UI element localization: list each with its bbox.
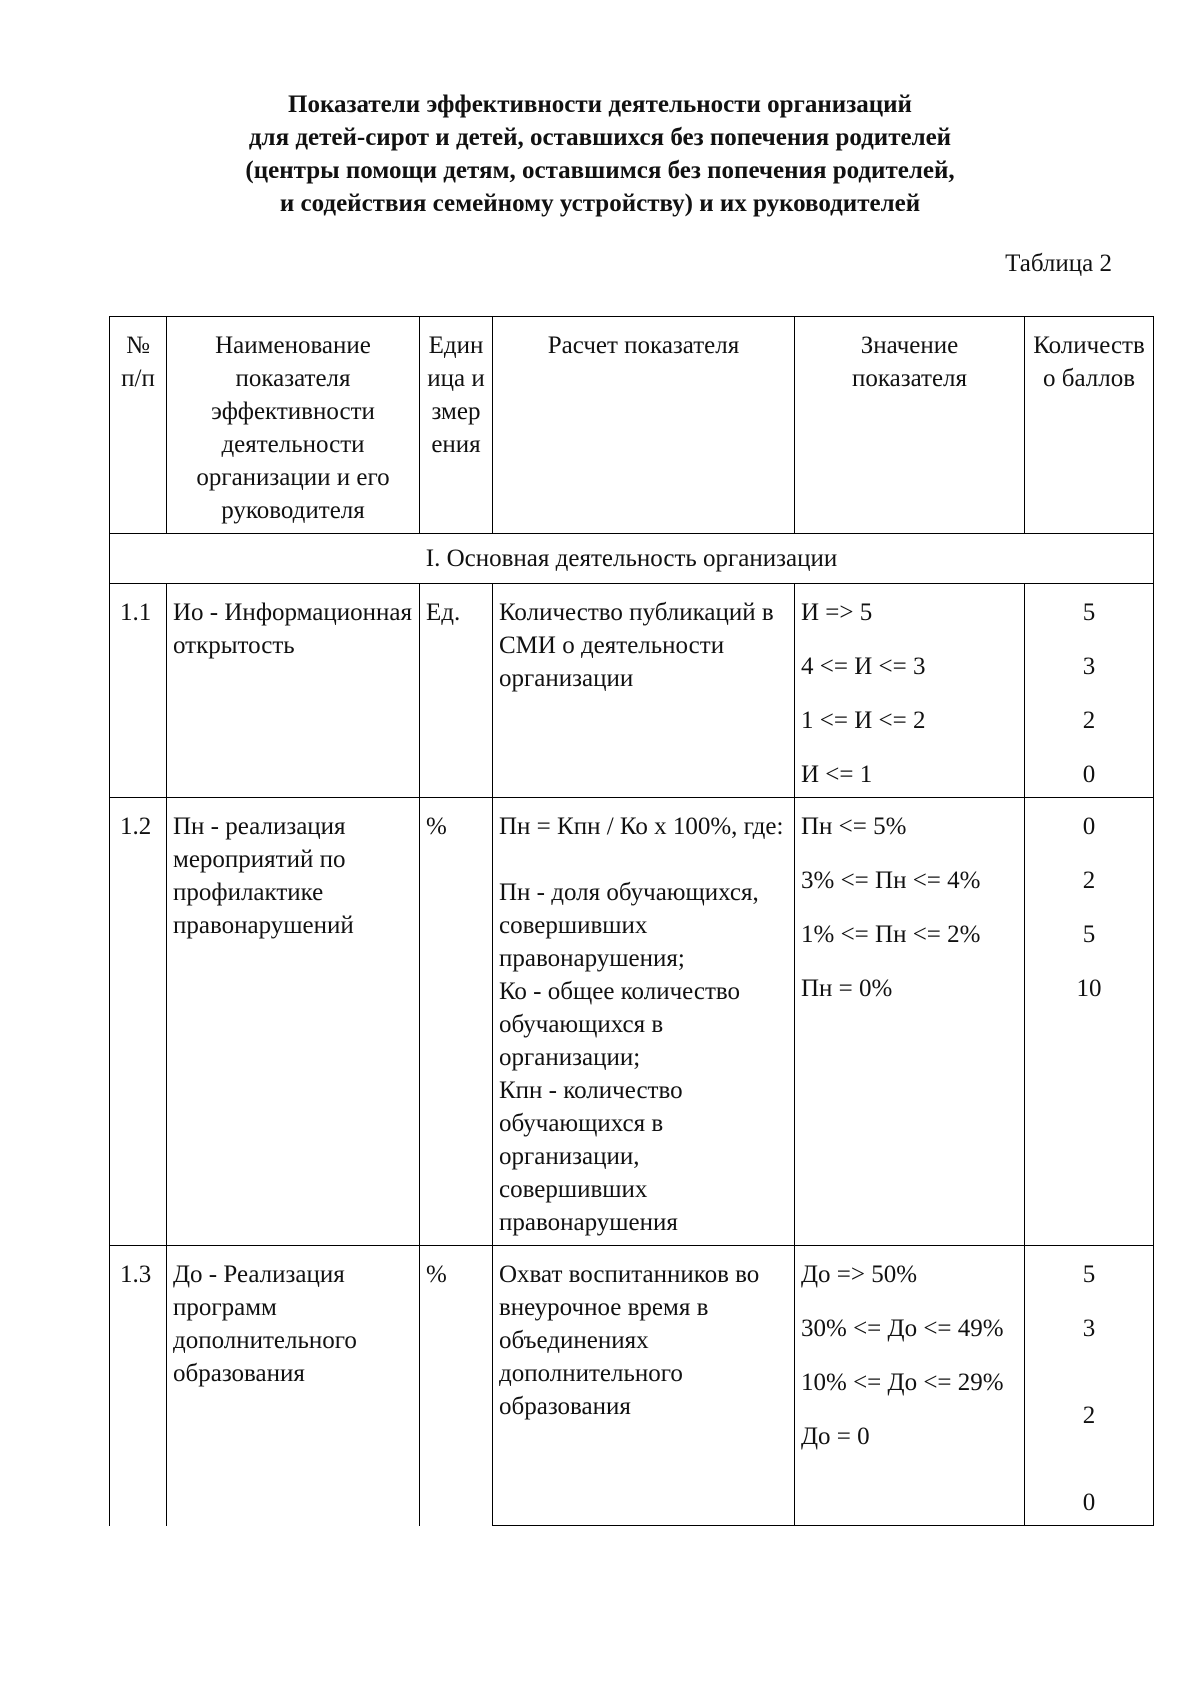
indicators-table xyxy=(109,316,1154,1526)
row-points xyxy=(1025,1246,1154,1526)
row-values xyxy=(795,584,1025,798)
calc-text: Охват воспитанников во внеурочное время в объединениях дополнительного образования xyxy=(499,1261,760,1420)
row-values xyxy=(795,798,1025,1246)
row-points xyxy=(1025,798,1154,1246)
calc-text: Пн - доля обучающихся, совершивших правонарушения; xyxy=(499,879,759,972)
value-item: 10% <= До <= 29% xyxy=(801,1369,1004,1396)
row-num: 1.2 xyxy=(110,798,167,1246)
row-num: 1.3 xyxy=(110,1246,167,1526)
points-item: 0 xyxy=(1082,813,1096,840)
table-row xyxy=(110,798,1154,1246)
table-row xyxy=(110,1246,1154,1526)
value-item: И <= 1 xyxy=(801,761,873,788)
value-item: И => 5 xyxy=(801,599,873,626)
table-row xyxy=(110,584,1154,798)
value-item: Пн <= 5% xyxy=(801,813,907,840)
points-item: 2 xyxy=(1082,707,1096,734)
value-item: До = 0 xyxy=(801,1423,870,1450)
row-name: Пн - реализация мероприятий по профилактике правонарушений xyxy=(167,798,420,1246)
header-value: Значение показателя xyxy=(795,317,1025,534)
points-item: 2 xyxy=(1082,867,1096,894)
document-title xyxy=(0,88,1200,220)
value-item: 4 <= И <= 3 xyxy=(801,653,926,680)
row-unit: % xyxy=(420,1246,493,1526)
header-name: Наименование показателя эффективности деятельности организации и его руководителя xyxy=(167,317,420,534)
value-item: 3% <= Пн <= 4% xyxy=(801,867,981,894)
points-item: 5 xyxy=(1082,1261,1096,1288)
row-name: Ио - Информационная открытость xyxy=(167,584,420,798)
points-item: 0 xyxy=(1082,1489,1096,1516)
row-num: 1.1 xyxy=(110,584,167,798)
table-header-row xyxy=(110,317,1154,534)
section-title: I. Основная деятельность организации xyxy=(110,534,1154,584)
value-item: До => 50% xyxy=(801,1261,918,1288)
calc-text: Кпн - количество обучающихся в организации, совершивших правонарушения xyxy=(499,1077,683,1236)
header-points: Количество баллов xyxy=(1025,317,1154,534)
header-num: № п/п xyxy=(110,317,167,534)
points-item: 5 xyxy=(1082,599,1096,626)
points-item: 0 xyxy=(1082,761,1096,788)
value-item: 1 <= И <= 2 xyxy=(801,707,926,734)
points-item: 3 xyxy=(1082,1315,1096,1342)
row-calc xyxy=(493,1246,795,1526)
calc-formula: Пн = Кпн / Ко x 100%, где: xyxy=(499,813,784,840)
row-unit: Ед. xyxy=(420,584,493,798)
points-item: 10 xyxy=(1076,975,1102,1002)
row-name: До - Реализация программ дополнительного образования xyxy=(167,1246,420,1526)
value-item: Пн = 0% xyxy=(801,975,893,1002)
value-item: 30% <= До <= 49% xyxy=(801,1315,1004,1342)
value-item: 1% <= Пн <= 2% xyxy=(801,921,981,948)
calc-text: Ко - общее количество обучающихся в организации; xyxy=(499,978,741,1071)
title-line: и содействия семейному устройству) и их руководителей xyxy=(279,190,921,217)
header-unit: Единица измерения xyxy=(420,317,493,534)
title-line: для детей-сирот и детей, оставшихся без попечения родителей xyxy=(248,124,952,151)
section-row xyxy=(110,534,1154,584)
row-values xyxy=(795,1246,1025,1526)
row-calc xyxy=(493,798,795,1246)
points-item: 2 xyxy=(1082,1402,1096,1429)
header-calc: Расчет показателя xyxy=(493,317,795,534)
points-item: 5 xyxy=(1082,921,1096,948)
table-label: Таблица 2 xyxy=(1005,250,1112,277)
title-line: (центры помощи детям, оставшимся без попечения родителей, xyxy=(245,157,955,184)
row-unit: % xyxy=(420,798,493,1246)
calc-text: Количество публикаций в СМИ о деятельности организации xyxy=(499,599,774,692)
calc-spacer xyxy=(499,843,788,876)
points-item: 3 xyxy=(1082,653,1096,680)
title-line: Показатели эффективности деятельности организаций xyxy=(288,91,912,118)
row-points xyxy=(1025,584,1154,798)
row-calc xyxy=(493,584,795,798)
